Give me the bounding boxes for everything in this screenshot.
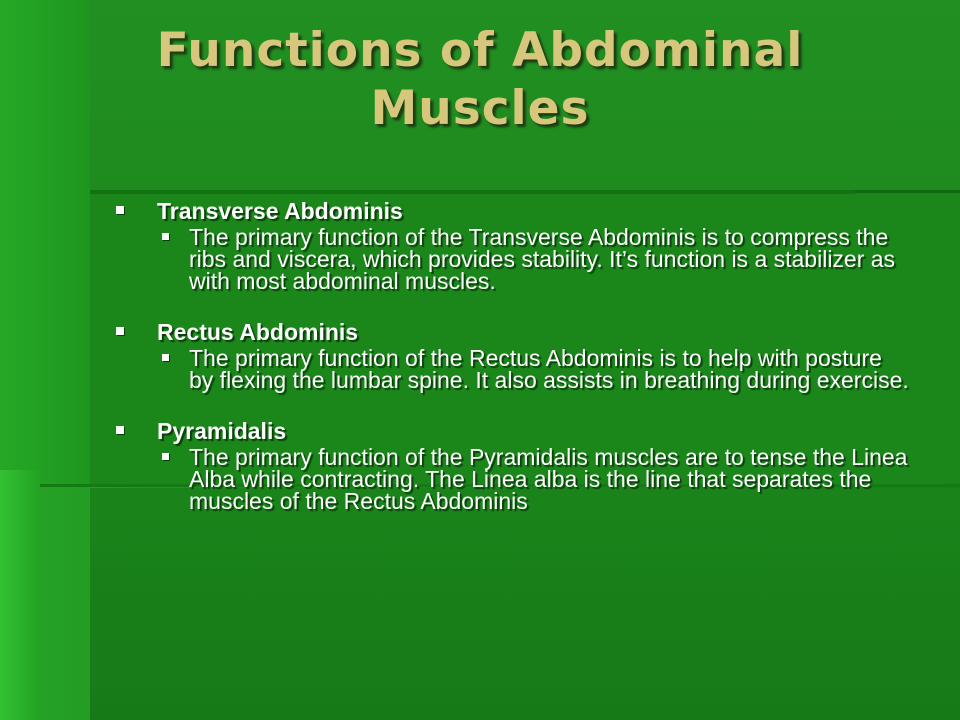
square-bullet-icon (162, 453, 169, 460)
square-bullet-icon (116, 206, 124, 214)
description-text: The primary function of the Rectus Abdominis is to help with posture by flexing the lumbar spine. It also assists in breathing during exercise. (189, 345, 909, 393)
heading-text: Transverse Abdominis (157, 198, 403, 224)
heading-text: Pyramidalis (157, 418, 287, 444)
list-item-pyramidalis (112, 418, 912, 512)
heading-text: Rectus Abdominis (157, 319, 359, 345)
list-item-heading (112, 319, 912, 345)
description-text: The primary function of the Pyramidalis muscles are to tense the Linea Alba while contracting. The Linea alba is the line that separates the muscles of the Rectus Abdominis (189, 444, 908, 514)
bullet-list (112, 198, 912, 539)
list-item-heading (112, 198, 912, 224)
square-bullet-icon (116, 426, 124, 434)
square-bullet-icon (116, 327, 124, 335)
background-strip-left (0, 470, 40, 720)
list-item-rectus-abdominis (112, 319, 912, 391)
square-bullet-icon (162, 233, 169, 240)
list-item-description (112, 446, 912, 512)
description-text: The primary function of the Transverse Abdominis is to compress the ribs and viscera, which provides stability. It’s function is a stabilizer as with most abdominal muscles. (189, 224, 896, 294)
list-item-transverse-abdominis (112, 198, 912, 292)
background-panel-upper-edge (90, 190, 855, 194)
square-bullet-icon (162, 354, 169, 361)
list-item-description (112, 226, 912, 292)
slide-title: Functions of Abdominal Muscles (156, 23, 804, 136)
list-item-heading (112, 418, 912, 444)
list-item-description (112, 347, 912, 391)
